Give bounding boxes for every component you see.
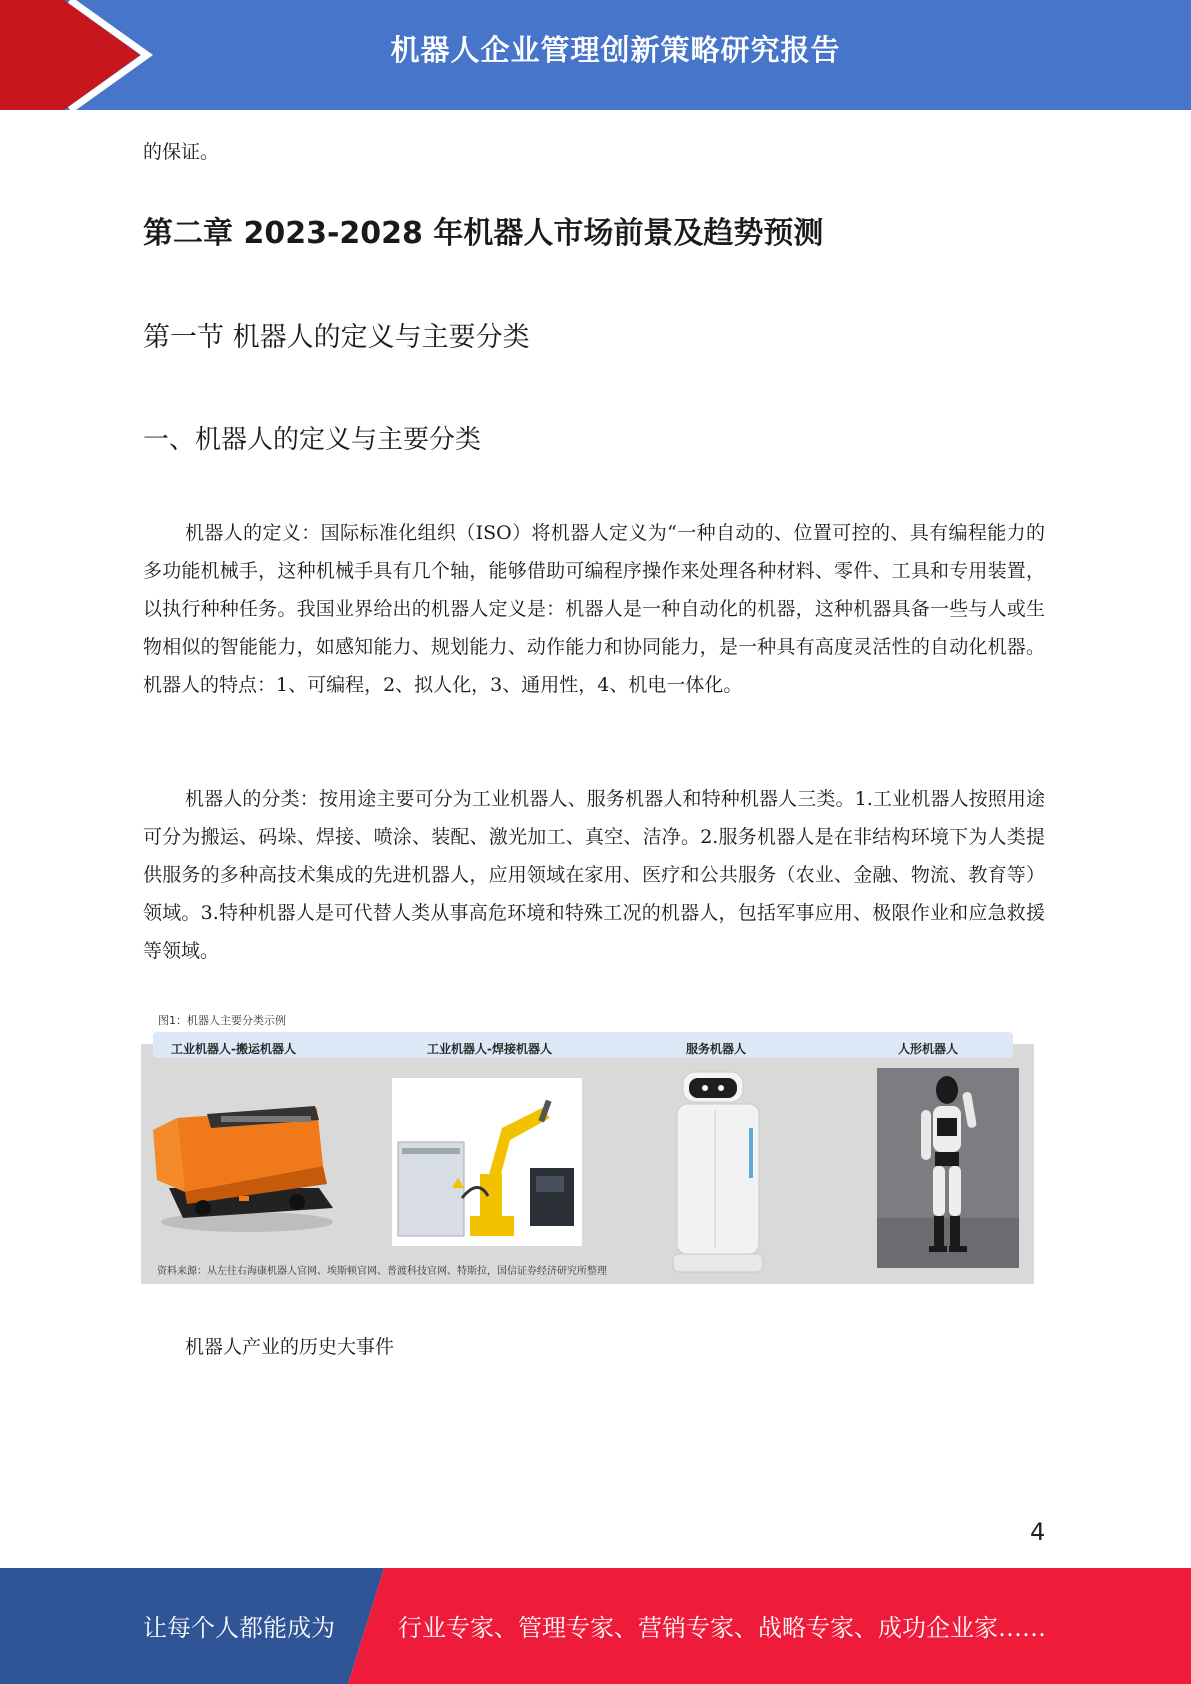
agv-robot-image: [147, 1096, 347, 1236]
humanoid-robot-image: [877, 1068, 1019, 1268]
page-number: 4: [1030, 1518, 1046, 1546]
figure-source: 资料来源：从左往右海康机器人官网、埃斯顿官网、普渡科技官网、特斯拉，国信证券经济研究所整理: [157, 1266, 607, 1277]
service-robot-image: [663, 1068, 773, 1278]
paragraph-classification: 机器人的分类：按用途主要可分为工业机器人、服务机器人和特种机器人三类。1.工业机器人按照用途可分为搬运、码垛、焊接、喷涂、装配、激光加工、真空、洁净。2.服务机器人是在非结构环境下为人类提供服务的多种高技术集成的先进机器人，应用领域在家用、医疗和公共服务（农业、金融、物流、教育等）领域。3.特种机器人是可代替人类从事高危环境和特殊工况的机器人，包括军事应用、极限作业和应急救援等领域。: [143, 788, 1045, 962]
label-service-robot: 服务机器人: [686, 1042, 747, 1056]
label-humanoid-robot: 人形机器人: [898, 1042, 959, 1056]
paragraph-history-title: 机器人产业的历史大事件: [185, 1336, 395, 1358]
section-title: 第一节 机器人的定义与主要分类: [143, 322, 530, 353]
paragraph-definition: 机器人的定义：国际标准化组织（ISO）将机器人定义为“一种自动的、位置可控的、具有编程能力的多功能机械手，这种机械手具有几个轴，能够借助可编程序操作来处理各种材料、零件、工具和专用装置，以执行种种任务。我国业界给出的机器人定义是：机器人是一种自动化的机器，这种机器具备一些与人或生物相似的智能能力，如感知能力、规划能力、动作能力和协同能力，是一种具有高度灵活性的自动化机器。机器人的特点：1、可编程，2、拟人化，3、通用性，4、机电一体化。: [143, 522, 1045, 696]
footer-right-text: 行业专家、管理专家、营销专家、战略专家、成功企业家……: [398, 1614, 1046, 1642]
robot-classification-figure: [141, 1008, 1034, 1278]
figure-caption: 图1：机器人主要分类示例: [158, 1014, 286, 1027]
label-handling-robot: 工业机器人-搬运机器人: [171, 1042, 296, 1056]
page-footer: [0, 1568, 1191, 1684]
chapter-title: 第二章 2023-2028 年机器人市场前景及趋势预测: [143, 216, 824, 251]
label-welding-robot: 工业机器人-焊接机器人: [427, 1042, 552, 1056]
continuation-text: 的保证。: [143, 141, 220, 163]
header-title: 机器人企业管理创新策略研究报告: [390, 33, 841, 67]
subsection-title: 一、机器人的定义与主要分类: [143, 425, 482, 455]
welding-robot-image: [392, 1078, 582, 1246]
page-header: [0, 0, 1191, 110]
footer-left-text: 让每个人都能成为: [143, 1614, 335, 1642]
